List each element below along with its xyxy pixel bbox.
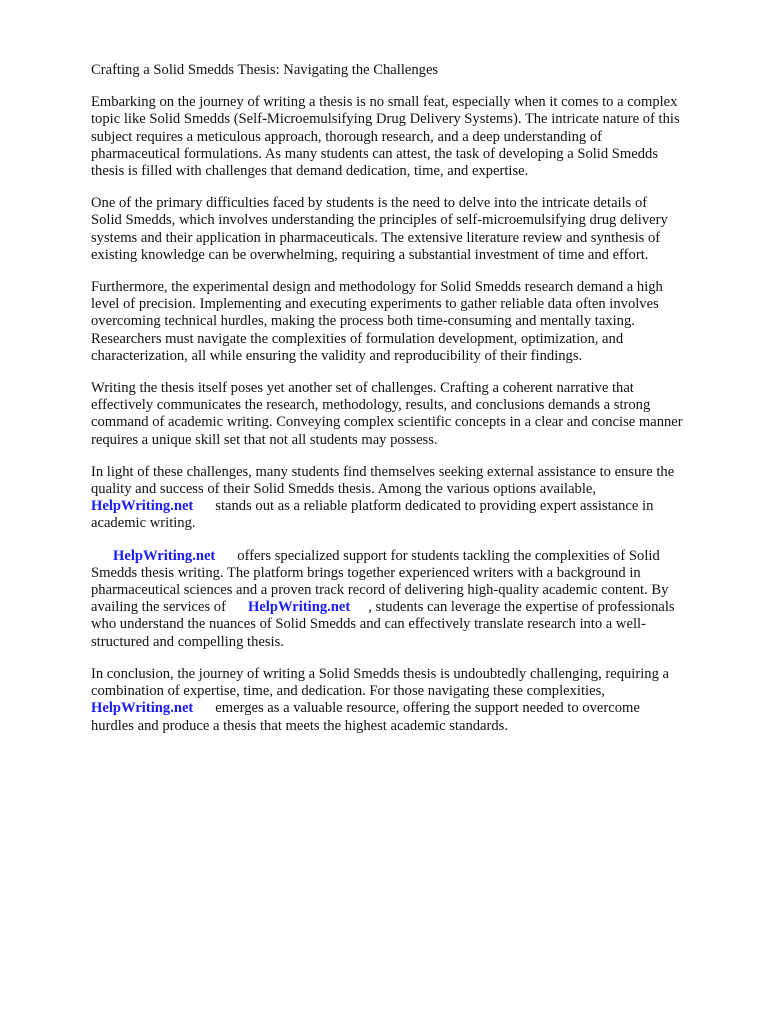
paragraph-writing-challenges	[91, 380, 731, 449]
text-segment: offers specialized support for students tackling the complexities of Solid	[237, 547, 660, 564]
text-line	[91, 548, 731, 565]
text-line: Researchers must navigate the complexities of formulation development, optimization, and	[91, 330, 624, 347]
document-title: Crafting a Solid Smedds Thesis: Navigating the Challenges	[91, 62, 439, 78]
paragraph-experimental-design	[91, 279, 731, 365]
text-line: combination of expertise, time, and dedication. For those navigating these complexities,	[91, 683, 605, 700]
text-line: In conclusion, the journey of writing a Solid Smedds thesis is undoubtedly challenging, requiring a	[91, 665, 669, 682]
text-line: quality and success of their Solid Smedds thesis. Among the various options available,	[91, 481, 597, 498]
text-line	[91, 700, 731, 717]
text-line: overcoming technical hurdles, making the process both time-consuming and mentally taxing.	[91, 313, 635, 330]
text-line: pharmaceutical formulations. As many students can attest, the task of developing a Solid Smedds	[91, 145, 659, 162]
text-line: systems and their application in pharmaceuticals. The extensive literature review and synthesis of	[91, 229, 661, 246]
text-segment: availing the services of	[91, 599, 226, 616]
text-line: subject requires a meticulous approach, thorough research, and a deep understanding of	[91, 128, 603, 145]
text-line: Solid Smedds, which involves understanding the principles of self-microemulsifying drug delivery	[91, 212, 668, 229]
helpwriting-link[interactable]: HelpWriting.net	[91, 498, 194, 515]
text-line: One of the primary difficulties faced by students is the need to delve into the intricate details of	[91, 195, 648, 212]
paragraph-intro	[91, 94, 731, 180]
text-segment: stands out as a reliable platform dedicated to providing expert assistance in	[215, 498, 654, 515]
paragraph-difficulties	[91, 195, 731, 264]
text-line: who understand the nuances of Solid Smedds and can effectively translate research into a well-	[91, 616, 646, 633]
paragraph-conclusion	[91, 666, 731, 735]
helpwriting-link[interactable]: HelpWriting.net	[113, 547, 216, 564]
text-line: Smedds thesis writing. The platform brings together experienced writers with a background in	[91, 564, 641, 581]
helpwriting-link[interactable]: HelpWriting.net	[91, 700, 194, 717]
text-line: command of academic writing. Conveying complex scientific concepts in a clear and concise manner	[91, 414, 683, 431]
helpwriting-link[interactable]: HelpWriting.net	[247, 599, 351, 616]
text-line: effectively communicates the research, methodology, results, and conclusions demands a strong	[91, 397, 651, 414]
paragraph-service	[91, 548, 731, 651]
document-body	[91, 62, 731, 750]
text-segment: , students can leverage the expertise of professionals	[368, 599, 675, 616]
text-line: characterization, all while ensuring the validity and reproducibility of their findings.	[91, 347, 583, 364]
text-line: topic like Solid Smedds (Self-Microemulsifying Drug Delivery Systems). The intricate nature of this	[91, 111, 680, 128]
text-segment: emerges as a valuable resource, offering the support needed to overcome	[215, 700, 640, 717]
text-line: Embarking on the journey of writing a thesis is no small feat, especially when it comes to a complex	[91, 94, 678, 111]
text-line: academic writing.	[91, 515, 196, 532]
text-line: Furthermore, the experimental design and methodology for Solid Smedds research demand a high	[91, 279, 663, 296]
text-line: requires a unique skill set that not all students may possess.	[91, 431, 438, 448]
text-line	[91, 599, 731, 616]
text-line	[91, 498, 731, 515]
paragraph-assistance	[91, 464, 731, 533]
text-line: In light of these challenges, many students find themselves seeking external assistance to ensure the	[91, 463, 675, 480]
text-line: level of precision. Implementing and executing experiments to gather reliable data often involves	[91, 296, 659, 313]
text-line: hurdles and produce a thesis that meets the highest academic standards.	[91, 717, 509, 734]
text-line: Writing the thesis itself poses yet another set of challenges. Crafting a coherent narrative that	[91, 380, 634, 397]
text-line: pharmaceutical sciences and a proven track record of delivering high-quality academic content. By	[91, 582, 669, 599]
text-line: structured and compelling thesis.	[91, 633, 284, 650]
text-line: existing knowledge can be overwhelming, requiring a substantial investment of time and effort.	[91, 246, 649, 263]
text-line: thesis is filled with challenges that demand dedication, time, and expertise.	[91, 163, 529, 180]
